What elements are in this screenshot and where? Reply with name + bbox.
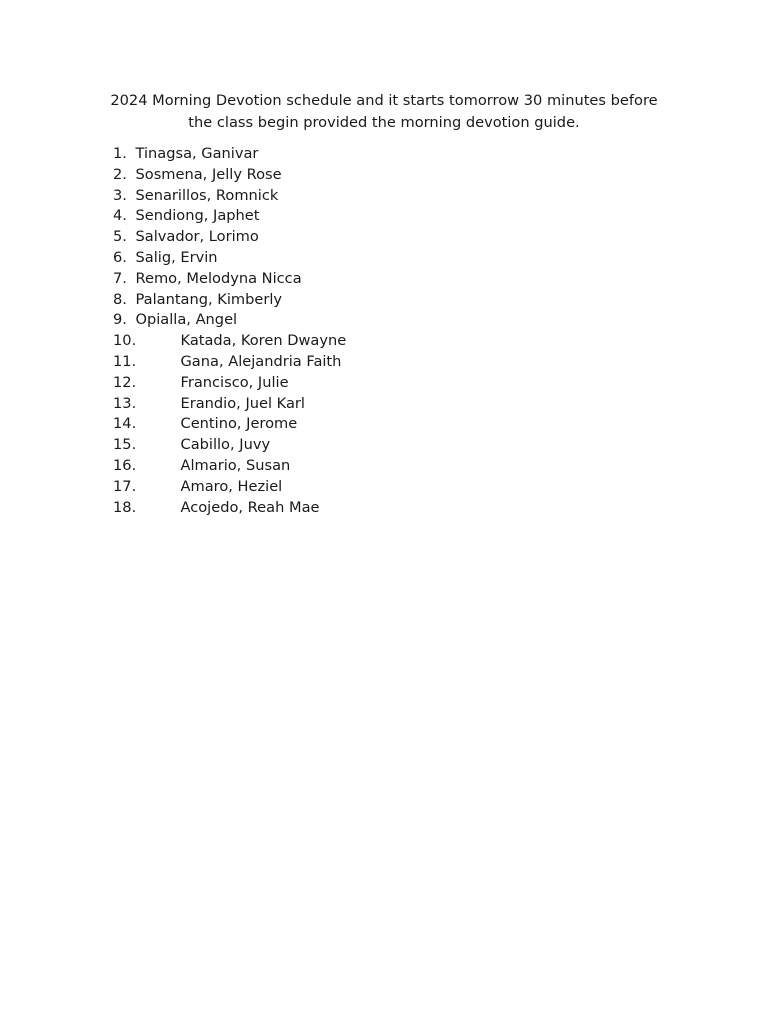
list-item xyxy=(113,373,289,394)
list-item-name: Salvador, Lorimo xyxy=(135,228,259,246)
list-item xyxy=(113,310,238,331)
list-item xyxy=(113,290,283,311)
list-item-name: Francisco, Julie xyxy=(180,373,289,391)
list-item-number: 14. xyxy=(113,415,137,433)
list-item xyxy=(113,414,298,435)
list-item-name: Palantang, Kimberly xyxy=(135,290,283,308)
list-item xyxy=(113,456,291,477)
list-item-name: Gana, Alejandria Faith xyxy=(180,352,342,370)
list-item xyxy=(113,435,271,456)
list-item-name: Centino, Jerome xyxy=(180,415,298,433)
list-item-name: Acojedo, Reah Mae xyxy=(180,498,320,516)
list-item-name: Opialla, Angel xyxy=(135,311,238,329)
list-item xyxy=(113,331,347,352)
list-item xyxy=(113,394,305,415)
list-item-number: 7. xyxy=(113,269,127,287)
list-item xyxy=(113,144,259,165)
list-item-number: 16. xyxy=(113,456,137,474)
list-item xyxy=(113,227,259,248)
list-item xyxy=(113,269,302,290)
list-item-name: Cabillo, Juvy xyxy=(180,436,271,454)
list-item-name: Senarillos, Romnick xyxy=(135,186,279,204)
list-item-name: Katada, Koren Dwayne xyxy=(180,332,347,350)
list-item-number: 15. xyxy=(113,436,137,454)
list-item-name: Sosmena, Jelly Rose xyxy=(135,165,282,183)
heading-line-2: the class begin provided the morning devotion guide. xyxy=(188,114,580,131)
document-heading xyxy=(96,90,672,134)
list-item-number: 9. xyxy=(113,311,127,329)
list-item-number: 11. xyxy=(113,352,137,370)
list-item xyxy=(113,165,282,186)
list-item-number: 17. xyxy=(113,477,137,495)
list-item xyxy=(113,498,320,519)
list-item-name: Tinagsa, Ganivar xyxy=(135,145,259,162)
list-item xyxy=(113,248,218,269)
list-item-number: 3. xyxy=(113,186,127,204)
list-item-name: Salig, Ervin xyxy=(135,248,218,266)
list-item-name: Sendiong, Japhet xyxy=(135,207,260,225)
list-item xyxy=(113,352,342,373)
list-item-number: 6. xyxy=(113,248,127,266)
list-item-number: 12. xyxy=(113,373,137,391)
list-item-number: 4. xyxy=(113,207,127,225)
heading-line-1: 2024 Morning Devotion schedule and it starts tomorrow 30 minutes before xyxy=(110,92,658,109)
list-item-number: 1. xyxy=(113,145,127,162)
list-item-number: 13. xyxy=(113,394,137,412)
list-item-number: 5. xyxy=(113,228,127,246)
list-item xyxy=(113,186,279,207)
list-item-name: Amaro, Heziel xyxy=(180,477,283,495)
list-item-name: Remo, Melodyna Nicca xyxy=(135,269,302,287)
list-item-number: 18. xyxy=(113,498,137,516)
list-item-name: Erandio, Juel Karl xyxy=(180,394,305,412)
devotion-schedule-list xyxy=(113,144,347,518)
list-item-number: 10. xyxy=(113,332,137,350)
list-item-number: 2. xyxy=(113,165,127,183)
list-item-number: 8. xyxy=(113,290,127,308)
list-item xyxy=(113,206,260,227)
list-item xyxy=(113,477,283,498)
list-item-name: Almario, Susan xyxy=(180,456,291,474)
